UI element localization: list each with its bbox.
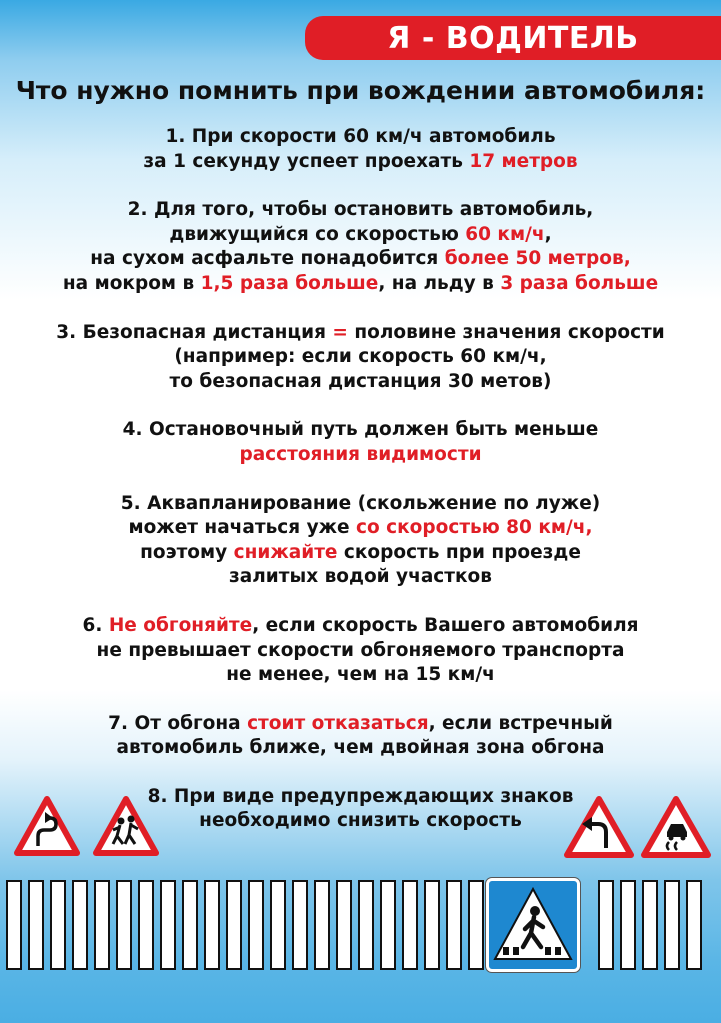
slippery-road-sign-icon (641, 796, 711, 858)
crossing-stripe (446, 880, 462, 970)
pedestrian-crossing-sign-icon (489, 881, 577, 969)
rule-text: поэтому (140, 541, 234, 563)
crossing-stripe (160, 880, 176, 970)
crossing-stripe (620, 880, 636, 970)
rule-text: на мокром в (62, 272, 201, 294)
rule-text: необходимо снизить скорость (199, 810, 522, 832)
rule-line (0, 198, 721, 223)
rule-line (0, 736, 721, 761)
double-curve-sign-icon (14, 796, 80, 856)
rule-item (0, 712, 721, 761)
rule-text: , (544, 223, 552, 245)
rule-text: на сухом асфальте понадобится (90, 248, 445, 270)
crossing-stripe (380, 880, 396, 970)
rule-line (0, 345, 721, 370)
rule-text: 3. Безопасная дистанция (56, 321, 333, 343)
crossing-stripe (314, 880, 330, 970)
crossing-stripe (138, 880, 154, 970)
crossing-stripe (642, 880, 658, 970)
crossing-stripe (358, 880, 374, 970)
crossing-stripe (686, 880, 702, 970)
rule-line (0, 418, 721, 443)
rule-line (0, 443, 721, 468)
rule-line (0, 125, 721, 150)
rule-item (0, 492, 721, 590)
rule-text: за 1 секунду успеет проехать (143, 150, 470, 172)
crossing-stripe (116, 880, 132, 970)
banner-title: Я - ВОДИТЕЛЬ (387, 20, 639, 56)
highlight-text: 1,5 раза больше (200, 272, 379, 294)
crossing-stripe (248, 880, 264, 970)
rule-text: (например: если скорость 60 км/ч, (174, 346, 547, 368)
highlight-text: 60 км/ч (465, 223, 545, 245)
children-sign-icon (93, 796, 159, 856)
crossing-stripe (50, 880, 66, 970)
rule-text: половине значения скорости (347, 321, 665, 343)
crossing-stripe (468, 880, 484, 970)
highlight-text: более 50 метров, (444, 248, 631, 270)
rule-text: 2. Для того, чтобы остановить автомобиль, (127, 199, 594, 221)
rules-list (0, 125, 721, 834)
crossing-stripe (94, 880, 110, 970)
rule-text: не превышает скорости обгоняемого транспорта (96, 639, 625, 661)
crossing-stripe (336, 880, 352, 970)
crossing-stripe (598, 880, 614, 970)
pedestrian-crossing-sign (486, 878, 580, 972)
rule-item (0, 321, 721, 395)
rule-item (0, 198, 721, 296)
rule-text: 5. Аквапланирование (скольжение по луже) (120, 492, 601, 514)
highlight-text: стоит отказаться (247, 712, 429, 734)
crossing-stripe (292, 880, 308, 970)
rule-text: движущийся со скоростью (169, 223, 466, 245)
rule-text: , на льду в (378, 272, 501, 294)
crossing-stripe (226, 880, 242, 970)
pedestrian-crossing-stripes (0, 880, 721, 970)
rule-text: скорость при проезде (337, 541, 581, 563)
rule-text: залитых водой участков (229, 566, 492, 588)
rule-text: 8. При виде предупреждающих знаков (147, 785, 574, 807)
page-heading: Что нужно помнить при вождении автомобиля: (15, 76, 706, 105)
rule-text: 7. От обгона (108, 712, 248, 734)
crossing-stripe (6, 880, 22, 970)
title-banner (305, 16, 721, 60)
rule-text: 6. (82, 614, 109, 636)
rule-text: 4. Остановочный путь должен быть меньше (122, 419, 599, 441)
crossing-stripe (270, 880, 286, 970)
highlight-text: 3 раза больше (500, 272, 659, 294)
rule-line (0, 663, 721, 688)
crossing-stripe (72, 880, 88, 970)
rule-line (0, 321, 721, 346)
crossing-stripe (664, 880, 680, 970)
rule-text: , если скорость Вашего автомобиля (252, 614, 639, 636)
crossing-stripe (402, 880, 418, 970)
dangerous-turn-sign-icon (564, 796, 634, 858)
highlight-text: со скоростью 80 км/ч, (356, 517, 593, 539)
rule-line (0, 150, 721, 175)
crossing-stripe (28, 880, 44, 970)
rule-text: , если встречный (428, 712, 613, 734)
rule-item (0, 125, 721, 174)
rule-line (0, 223, 721, 248)
rule-item (0, 614, 721, 688)
rule-text: автомобиль ближе, чем двойная зона обгона (116, 737, 605, 759)
rule-line (0, 541, 721, 566)
rule-line (0, 516, 721, 541)
rule-line (0, 247, 721, 272)
crossing-stripe (204, 880, 220, 970)
rule-line (0, 712, 721, 737)
crossing-stripe (424, 880, 440, 970)
rule-text: 1. При скорости 60 км/ч автомобиль (165, 126, 556, 147)
rule-line (0, 614, 721, 639)
rule-line (0, 639, 721, 664)
highlight-text: снижайте (233, 541, 338, 563)
highlight-text: Не обгоняйте (108, 614, 253, 636)
crossing-stripe (182, 880, 198, 970)
rule-line (0, 492, 721, 517)
rule-line (0, 565, 721, 590)
highlight-text: = (332, 321, 348, 343)
rule-item (0, 418, 721, 467)
rule-line (0, 370, 721, 395)
rule-line (0, 272, 721, 297)
rule-text: не менее, чем на 15 км/ч (226, 664, 495, 686)
rule-text: может начаться уже (128, 517, 357, 539)
highlight-text: расстояния видимости (239, 443, 482, 465)
rule-text: то безопасная дистанция 30 метов) (169, 370, 552, 392)
highlight-text: 17 метров (469, 150, 578, 172)
